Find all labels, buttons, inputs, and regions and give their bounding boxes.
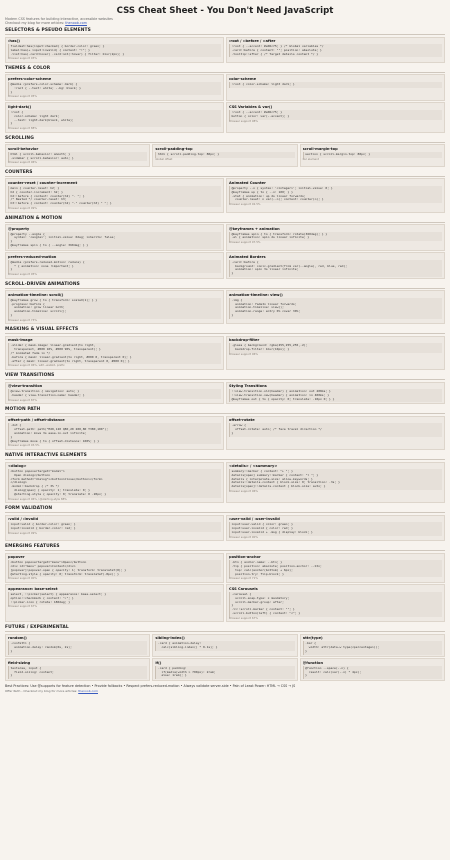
browser-support-note: Browser support 96% / @starting-style 88% — [8, 496, 67, 501]
browser-support-note: Browser support 95% — [8, 94, 37, 99]
code-snippet: .btn { anchor-name: --btn; } .tip { position: absolute; position-anchor: --btn; top: calc(anchor(bottom) + 6px); position-try: flip-block; } — [229, 560, 442, 577]
feature-card — [226, 224, 445, 251]
credit-link[interactable]: thenoob.com — [78, 688, 98, 693]
code-snippet: .img { animation: fadeIn linear forwards; animation-timeline: view(); animation-range: entry 0% cover 30%; } — [229, 298, 442, 319]
feature-card — [152, 634, 297, 657]
feature-card — [226, 37, 445, 63]
code-snippet: .bar { width: attr(data-w type(<percentage>)); } — [303, 641, 442, 654]
feature-card — [152, 658, 297, 681]
card-title: offset-path / offset-distance — [8, 418, 65, 423]
card-title: @function — [302, 660, 324, 665]
card-row — [5, 290, 445, 324]
browser-support-note: Browser support 99% — [8, 530, 37, 535]
feature-card — [5, 553, 224, 583]
browser-support-note: Browser support 98% — [229, 118, 258, 123]
feature-card — [5, 290, 224, 324]
section-title: MOTION PATH — [5, 407, 445, 414]
code-snippet: input:valid { border-color: green; } input:invalid { border-color: red; } — [8, 522, 221, 532]
feature-card — [5, 144, 150, 167]
card-title: animation-timeline: scroll() — [8, 292, 64, 297]
card-title: :valid / :invalid — [8, 517, 39, 522]
card-title: <dialog> — [8, 464, 27, 469]
browser-support-note: Per element — [302, 156, 319, 161]
credit-line — [5, 689, 445, 693]
code-snippet: @media (prefers-reduced-motion: reduce) { * { animation: none !important; } } — [8, 260, 221, 273]
feature-card — [5, 178, 224, 212]
card-title: if() — [155, 660, 162, 665]
feature-card — [5, 416, 224, 450]
code-snippet: :root { color-scheme: light dark; --text: light-dark(black, white); } — [8, 110, 221, 127]
section — [5, 327, 445, 370]
card-title: <details> / <summary> — [229, 464, 278, 469]
card-title: popover — [8, 555, 25, 560]
feature-card — [300, 658, 445, 681]
section — [5, 373, 445, 404]
blog-prefix: Checkout my blog for more articles: — [5, 21, 65, 25]
code-snippet: :root { --accent: #e06c75; } /* Global variables */ .card::before { content: ""; position: absolute; } .tooltip::after { /* Target details content */ } — [229, 44, 442, 57]
sections-container — [5, 28, 445, 681]
feature-card — [5, 515, 224, 541]
card-title: Styling Transitions — [229, 384, 267, 389]
browser-support-note: Browser support 95% — [8, 272, 37, 277]
code-snippet: <button popovertarget="menu">Open</button> <div id="menu" popover>Content</div> [popover]:popover-open { opacity: 1; transform: translateY(0); } @starting-style { opacity: 0; transform: translateY(-8px); } — [8, 560, 221, 577]
card-title: prefers-color-scheme — [8, 76, 52, 81]
section — [5, 453, 445, 503]
code-snippet: summary::marker { content: "▸ "; } details[open] summary::marker { content: "▾ "; } details { interpolate-size: allow-keywords; } details::details-content { block-size: 0; transition: .3s; } details[open]::details-content { block-size: auto; } — [229, 469, 442, 490]
feature-card — [226, 515, 445, 541]
section-title: FUTURE / EXPERIMENTAL — [5, 625, 445, 632]
browser-support-note: Browser support 93.5% — [8, 443, 40, 448]
code-snippet: .glass { background: rgba(255,255,255,.2); backdrop-filter: blur(10px); } — [229, 343, 442, 353]
code-snippet: @function --space(--n) { result: calc(var(--n) * 4px); } — [303, 666, 442, 679]
browser-support-note: Browser support 97.5% — [229, 240, 261, 245]
card-row — [5, 336, 445, 370]
code-snippet: :root { color-scheme: light dark; } — [229, 82, 442, 88]
code-snippet: @property --n { syntax: '<integer>'; initial-value: 0; } @keyframes up { to { --n: 100; } } .stat { animation: up 2s linear forwards; counter-reset: n var(--n); content: counter(n); } — [229, 186, 442, 203]
section — [5, 282, 445, 325]
feature-card — [226, 178, 445, 212]
card-title: scroll-padding-top — [155, 146, 193, 151]
section-title: COUNTERS — [5, 170, 445, 177]
card-title: @view-transition — [8, 384, 43, 389]
blog-link[interactable]: thenoob.com — [65, 21, 87, 25]
feature-card — [5, 224, 224, 251]
page-title: CSS Cheat Sheet - You Don't Need JavaScript — [116, 6, 334, 16]
feature-card — [226, 252, 445, 279]
section — [5, 506, 445, 541]
code-snippet: select, ::picker(select) { appearance: base-select; } option::checkmark { content: "✓"; } ::picker-icon { rotate: 180deg; } — [8, 592, 221, 605]
card-row — [5, 634, 445, 657]
code-snippet: .card { padding: if(media(width > 700px): 2rem; else: 1rem); } — [155, 666, 294, 679]
best-practices-footer: Best Practices: Use @supports for feature detection • Provide fallbacks • Respect prefers-reduced-motion • Always validate server-side • Pain of Least Power: HTML → CSS → JS — [5, 684, 296, 689]
card-row — [5, 74, 445, 100]
card-title: :has() — [8, 39, 20, 43]
feature-card — [226, 336, 445, 370]
card-row — [5, 658, 445, 681]
section — [5, 625, 445, 681]
browser-support-note: Browser support 96% — [8, 160, 37, 165]
card-row — [5, 515, 445, 541]
feature-card — [5, 74, 224, 100]
feature-card — [226, 102, 445, 132]
card-title: CSS Carousels — [229, 586, 258, 591]
browser-support-note: Browser support 73% — [8, 317, 37, 322]
feature-card — [226, 584, 445, 622]
blog-line — [5, 21, 445, 25]
section-title: MASKING & VISUAL EFFECTS — [5, 327, 445, 334]
section — [5, 66, 445, 133]
code-snippet: .slider { mask-image: linear-gradient(to right, transparent, #000 10%, #000 90%, transparent); } /* Animated fade in */ .before { mask: linear-gradient(to right, #000 0, transparent 0); } .after { mask: linear-gradient(to right, transparent 0, #000 0); } — [8, 343, 221, 364]
section-title: FORM VALIDATION — [5, 506, 445, 513]
browser-support-note: Browser support 87% — [8, 397, 37, 402]
feature-card — [152, 144, 297, 167]
card-title: @keyframes + animation — [229, 226, 280, 231]
browser-support-note: Browser support 92.5% — [229, 202, 261, 207]
code-snippet: .card::before { background: conic-gradient(from var(--angle), red, blue, red); animation: spin 3s linear infinite; } — [229, 260, 442, 277]
browser-support-note: Browser support 90% — [229, 534, 258, 539]
card-title: prefers-reduced-motion — [8, 254, 57, 259]
browser-support-note: Global offset — [155, 156, 173, 161]
browser-support-note: Browser support 67% — [8, 604, 37, 609]
section — [5, 28, 445, 63]
section-title: SCROLL-DRIVEN ANIMATIONS — [5, 282, 445, 289]
card-title: mask-image — [8, 338, 33, 343]
feature-card — [5, 658, 150, 681]
card-row — [5, 178, 445, 212]
card-title: color-scheme — [229, 76, 257, 81]
feature-card — [226, 74, 445, 100]
section-title: THEMES & COLOR — [5, 66, 445, 73]
code-snippet: html { scroll-behavior: smooth; } .sidebar { scroll-behavior: auto; } — [8, 152, 147, 162]
card-title: backdrop-filter — [229, 338, 260, 343]
browser-support-note: Browser support 99% — [8, 205, 37, 210]
card-title: sibling-index() — [155, 636, 185, 641]
card-row — [5, 416, 445, 450]
card-title: :user-valid / :user-invalid — [229, 517, 280, 522]
feature-card — [5, 462, 224, 504]
section-title: VIEW TRANSITIONS — [5, 373, 445, 380]
feature-card — [226, 553, 445, 583]
section — [5, 170, 445, 213]
section — [5, 544, 445, 622]
browser-support-note: Browser support 71% — [229, 576, 258, 581]
card-title: animation-timeline: view() — [229, 292, 283, 297]
feature-card — [226, 290, 445, 324]
code-snippet: <button popovertarget="modal"> Open dialog</button> <form method="dialog"><button>Close</button></form> </dialog> .modal::backdrop { /* 3% */ dialog[open] { opacity: 1; translate: 0; } @starting-style { opacity: 0; translate: 0 -20px; } — [8, 469, 221, 498]
credit-prefix: Offer Ruth - Checkout my blog for more articles: — [5, 688, 78, 693]
card-title: Animated Borders — [229, 254, 266, 259]
card-title: attr(type) — [302, 636, 323, 641]
card-title: CSS Variables & var() — [229, 104, 273, 109]
feature-card — [226, 462, 445, 504]
code-snippet: @property --angle { syntax: '<angle>'; initial-value: 0deg; inherits: false; } @keyframes spin { to { --angle: 360deg; } } — [8, 232, 221, 249]
feature-card — [5, 584, 224, 622]
feature-card — [5, 634, 150, 657]
card-title: light-dark() — [8, 104, 32, 109]
feature-card — [300, 634, 445, 657]
card-title: :root / ::before / ::after — [229, 39, 276, 43]
code-snippet: @keyframes grow { to { transform: scaleX(1); } } .progress::before { animation: grow linear both; animation-timeline: scroll(); } — [8, 298, 221, 319]
code-snippet: .arrow { offset-rotate: auto; /* face travel direction */ } — [229, 423, 442, 436]
card-title: scroll-margin-top — [302, 146, 338, 151]
card-row — [5, 102, 445, 132]
browser-support-note: Browser support 88% — [8, 126, 37, 131]
card-row — [5, 553, 445, 583]
code-snippet: @keyframes spin { to { transform: rotate(360deg); } } .el { animation: spin 2s linear infinite; } — [229, 232, 442, 242]
card-row — [5, 584, 445, 622]
feature-card — [300, 144, 445, 167]
feature-card — [5, 252, 224, 279]
card-row — [5, 37, 445, 63]
page-subtitle: Modern CSS features for building interactive, accessible websites — [5, 17, 113, 21]
code-snippet: input:user-valid { color: green; } input:user-invalid { color: red; } input:user-invalid + .msg { display: block; } — [229, 522, 442, 535]
code-snippet: fieldset:has(input:checked) { border-color: green; } label:has(+ input:invalid) { content: "!"; } .list:has(.card:hover) .card:not(:hover) { filter: blur(2px); } — [8, 44, 221, 57]
card-row — [5, 224, 445, 251]
card-row — [5, 382, 445, 405]
code-snippet: html { scroll-padding-top: 80px; } — [155, 152, 294, 158]
feature-card — [5, 382, 224, 405]
card-row — [5, 144, 445, 167]
card-title: position-anchor — [229, 555, 261, 560]
card-row — [5, 252, 445, 279]
card-title: scroll-behavior — [8, 146, 39, 151]
feature-card — [226, 382, 445, 405]
code-snippet: .dot { offset-path: path("M20,120 Q80,20 200,80 T380,100"); animation: move 3s ease-in-out infinite; } @keyframes move { to { offset-distance: 100%; } } — [8, 423, 221, 444]
code-snippet: .carousel { scroll-snap-type: x mandatory; scroll-marker-group: after; } .li::scroll-marker { content: ""; } .scroll-button(left) { content: "<"; } — [229, 592, 442, 617]
card-title: appearance: base-select — [8, 586, 58, 591]
code-snippet: ::view-transition-old(header) { animation: out 400ms; } ::view-transition-new(header) { animation: in 400ms; } @keyframes out { to { opacity: 0; translate: -10px 0; } } — [229, 389, 442, 402]
feature-card — [226, 416, 445, 450]
section — [5, 407, 445, 450]
code-snippet: textarea, input { field-sizing: content; } — [8, 666, 147, 679]
section-title: SELECTORS & PSEUDO ELEMENTS — [5, 28, 445, 35]
card-title: counter-reset / counter-increment — [8, 180, 78, 185]
card-title: @property — [8, 226, 30, 231]
card-title: offset-rotate — [229, 418, 255, 423]
browser-support-note: Browser support 96% — [229, 352, 258, 357]
section-title: EMERGING FEATURES — [5, 544, 445, 551]
code-snippet: main { counter-reset: h2; } h2 { counter-increment: h2; } h2::before { content: counter(h2) ". "; } /* Nested */ counter-reset: h3; h3::before { content: counter(h2) "." counter(h3) " "; } — [8, 186, 221, 207]
browser-support-note: Browser support 67% — [229, 615, 258, 620]
browser-support-note: Browser support 93% — [8, 56, 37, 61]
code-snippet: @media (prefers-color-scheme: dark) { :root { --text: white; --bg: black; } } — [8, 82, 221, 95]
card-title: random() — [8, 636, 27, 641]
section-title: NATIVE INTERACTIVE ELEMENTS — [5, 453, 445, 460]
browser-support-note: Browser support 96%, with -webkit- prefix — [8, 363, 65, 368]
feature-card — [5, 102, 224, 132]
code-snippet: .confetti { animation-delay: random(0s, 2s); } — [8, 641, 147, 654]
code-snippet: :root { --accent: #e06c75; } button { color: var(--accent); } — [229, 110, 442, 120]
code-snippet: .card { animation-delay: calc(sibling-index() * 0.1s); } — [155, 641, 294, 651]
card-row — [5, 462, 445, 504]
section-title: ANIMATION & MOTION — [5, 216, 445, 223]
section — [5, 216, 445, 279]
card-title: Animated Counter — [229, 180, 266, 185]
code-snippet: section { scroll-margin-top: 80px; } — [303, 152, 442, 158]
feature-card — [5, 37, 224, 63]
browser-support-note: Browser support 90% — [8, 576, 37, 581]
feature-card — [5, 336, 224, 370]
code-snippet: @view-transition { navigation: auto; } .header { view-transition-name: header; } — [8, 389, 221, 399]
section-title: SCROLLING — [5, 136, 445, 143]
card-title: field-sizing — [8, 660, 31, 665]
browser-support-note: Browser support 96% — [229, 489, 258, 493]
section — [5, 136, 445, 167]
